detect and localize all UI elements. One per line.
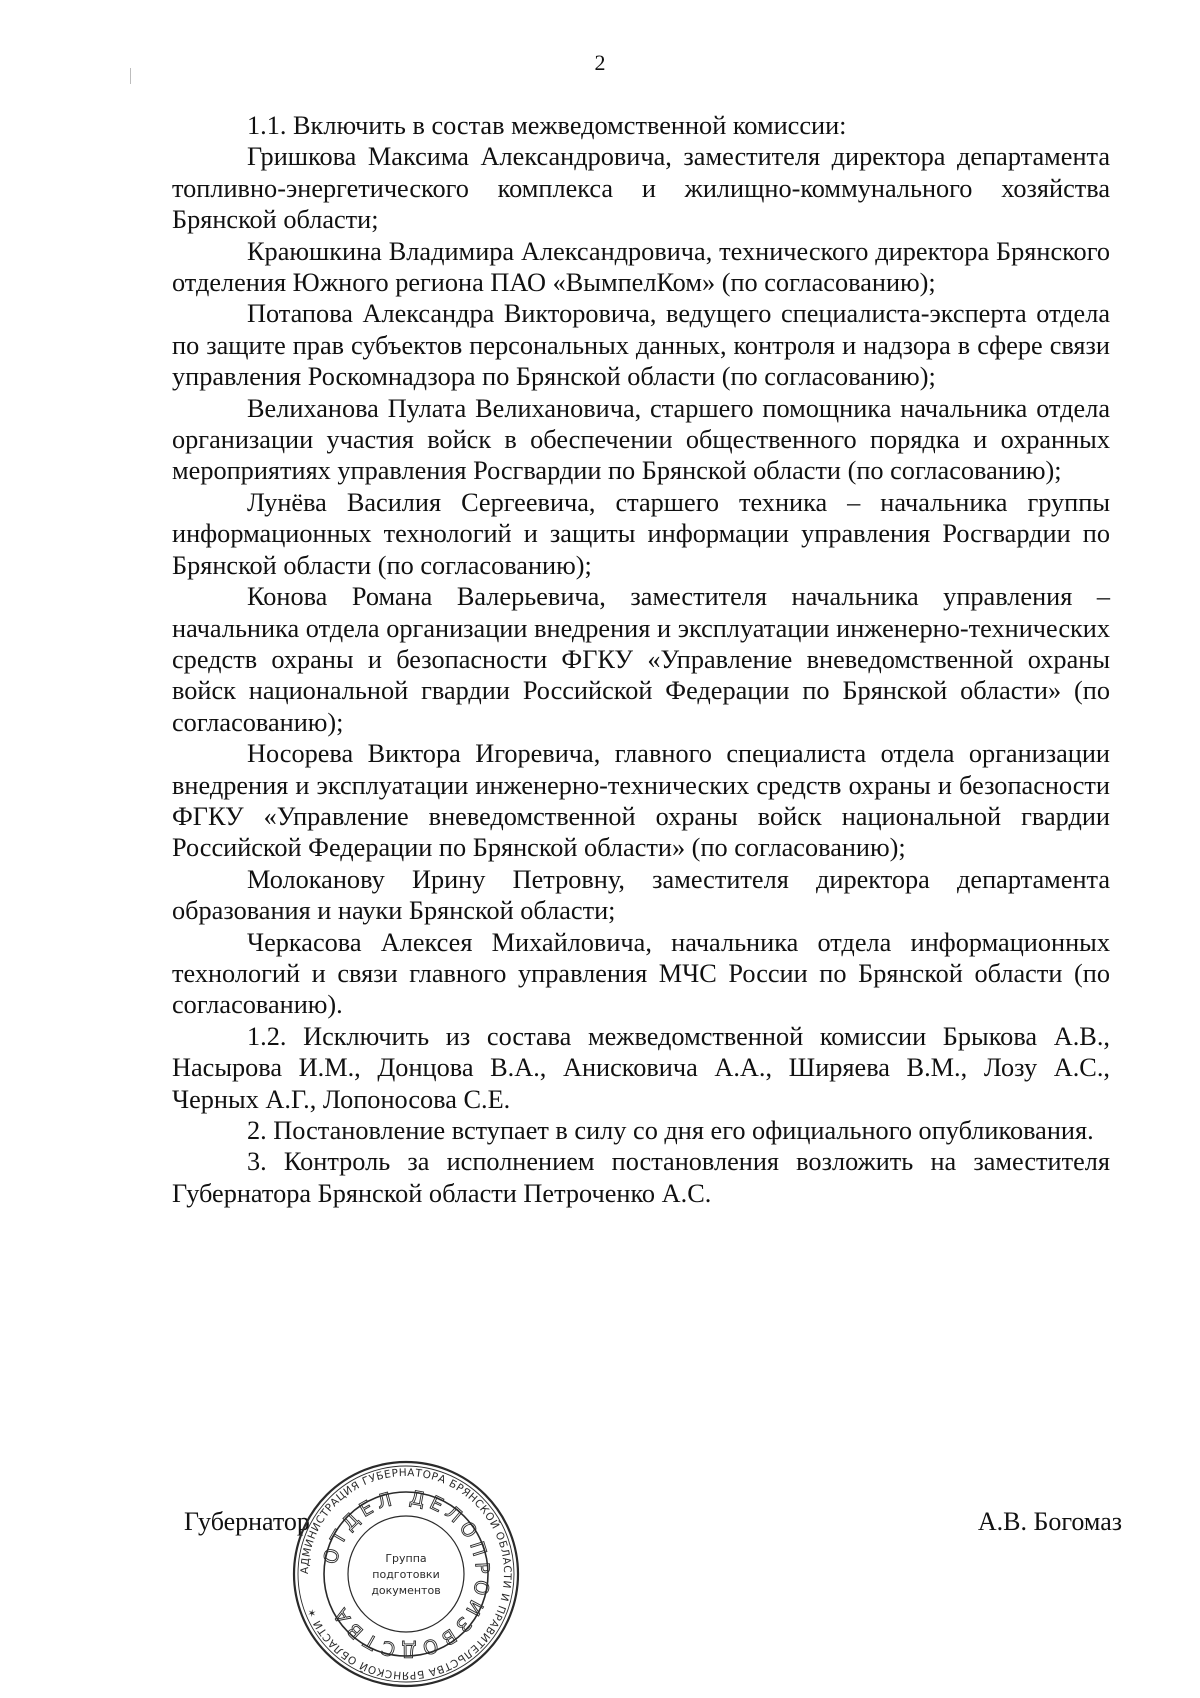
stamp-center-line-1: Группа [385, 1552, 427, 1565]
paragraph-2: 2. Постановление вступает в силу со дня его официального опубликования. [247, 1116, 1094, 1145]
stamp-center-line-2: подготовки [372, 1568, 440, 1581]
stamp-center-text [371, 1552, 440, 1597]
stamp-outer-ring-text: АДМИНИСТРАЦИЯ ГУБЕРНАТОРА БРЯНСКОЙ ОБЛАСТИ И ПРАВИТЕЛЬСТВА БРЯНСКОЙ ОБЛАСТИ ✶ [298, 1466, 514, 1682]
scan-artifact [130, 68, 131, 84]
paragraph-member-konov: Конова Романа Валерьевича, заместителя начальника управления – начальника отдела организации внедрения и эксплуатации инженерно-технических средств охраны и безопасности ФГКУ «Управление вневедомственной охраны войск национальной гвардии Российской Федерации по Брянской области» (по согласованию); [172, 582, 1110, 737]
paragraph-member-grishkov: Гришкова Максима Александровича, заместителя директора департамента топливно-энергетического комплекса и жилищно-коммунального хозяйства Брянской области; [172, 142, 1110, 235]
paragraph-member-krayushkin: Краюшкина Владимира Александровича, технического директора Брянского отделения Южного региона ПАО «ВымпелКом» (по согласованию); [172, 236, 1110, 298]
page-number: 2 [594, 50, 606, 75]
stamp-inner-ring-text: ОТДЕЛ ДЕЛОПРОИЗВОДСТВА [319, 1486, 494, 1662]
paragraph-1-1: 1.1. Включить в состав межведомственной комиссии: [247, 111, 847, 140]
signature-name: А.В. Богомаз [977, 1507, 1122, 1536]
paragraph-1-2: 1.2. Исключить из состава межведомственной комиссии Брыкова А.В., Насырова И.М., Донцова В.А., Анисковича А.А., Ширяева В.М., Лозу А.С., Черных А.Г., Лопоносова С.Е. [172, 1021, 1110, 1114]
document-body [172, 110, 1110, 1209]
paragraph-member-nosorev: Носорева Виктора Игоревича, главного специалиста отдела организации внедрения и эксплуатации инженерно-технических средств охраны и безопасности ФГКУ «Управление вневедомственной охраны войск национальной гвардии Российской Федерации по Брянской области» (по согласованию); [172, 739, 1110, 863]
paragraph-member-cherkasov: Черкасова Алексея Михайловича, начальника отдела информационных технологий и связи главного управления МЧС России по Брянской области (по согласованию). [172, 927, 1110, 1020]
stamp-center-line-3: документов [371, 1584, 441, 1597]
paragraph-member-molokanova: Молоканову Ирину Петровну, заместителя директора департамента образования и науки Брянской области; [172, 864, 1110, 926]
office-stamp [290, 1458, 522, 1690]
signature-title: Губернатор [184, 1507, 310, 1536]
paragraph-member-velikhanov: Велиханова Пулата Велихановича, старшего помощника начальника отдела организации участия войск в обеспечении общественного порядка и охранных мероприятиях управления Росгвардии по Брянской области (по согласованию); [172, 393, 1110, 486]
paragraph-member-lunev: Лунёва Василия Сергеевича, старшего техника – начальника группы информационных технологий и защиты информации управления Росгвардии по Брянской области (по согласованию); [172, 487, 1110, 580]
paragraph-3: 3. Контроль за исполнением постановления возложить на заместителя Губернатора Брянской области Петроченко А.С. [172, 1147, 1110, 1208]
paragraph-member-potapov: Потапова Александра Викторовича, ведущего специалиста-эксперта отдела по защите прав субъектов персональных данных, контроля и надзора в сфере связи управления Роскомнадзора по Брянской области (по согласованию); [172, 299, 1110, 392]
